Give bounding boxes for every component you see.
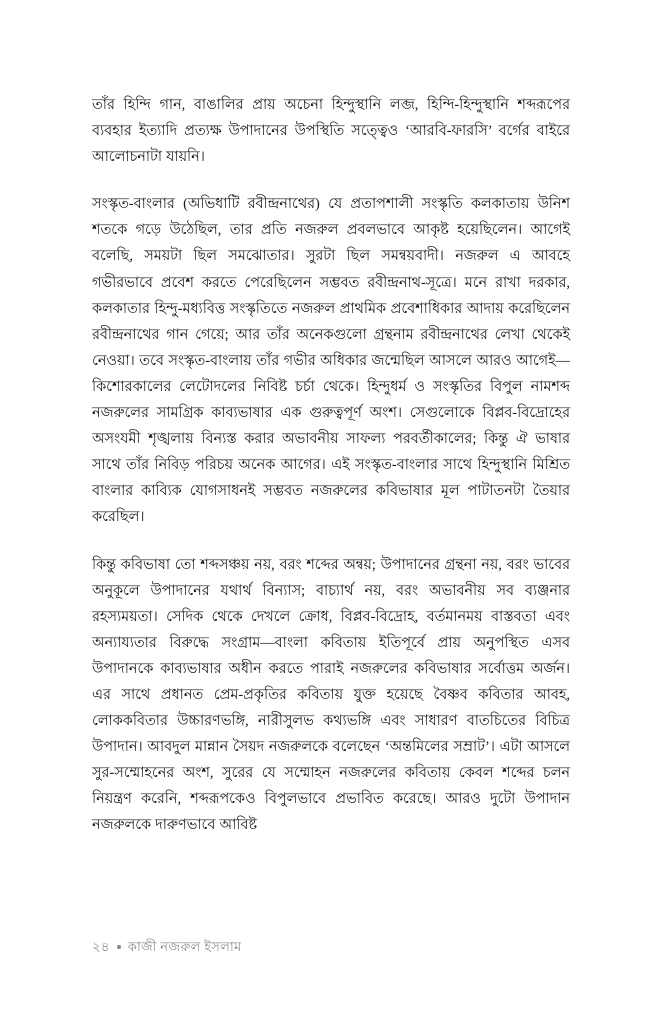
body-text-block — [92, 92, 570, 839]
paragraph: কিন্তু কবিভাষা তো শব্দসঞ্চয় নয়, বরং শব্দের অন্বয়; উপাদানের গ্রন্থনা নয়, বরং ভাবের অনুকূলে উপাদানের যথার্থ বিন্যাস; বাচ্যার্থ নয়, বরং অভাবনীয় সব ব্যঞ্জনার রহস্যময়তা। সেদিক থেকে দেখলে ক্রোধ, বিপ্লব-বিদ্রোহ, বর্তমানময় বাস্তবতা এবং অন্যায্যতার বিরুদ্ধে সংগ্রাম—বাংলা কবিতায় ইতিপূর্বে প্রায় অনুপস্থিত এসব উপাদানকে কাব্যভাষার অধীন করতে পারাই নজরুলের কবিভাষার সর্বোত্তম অর্জন। এর সাথে প্রধানত প্রেম-প্রকৃতির কবিতায় যুক্ত হয়েছে বৈষ্ণব কবিতার আবহ, লোককবিতার উচ্চারণভঙ্গি, নারীসুলভ কথ্যভঙ্গি এবং সাধারণ বাতচিতের বিচিত্র উপাদান। আবদুল মান্নান সৈয়দ নজরুলকে বলেছেন ‘অন্তমিলের সম্রাট’। এটা আসলে সুর-সম্মোহনের অংশ, সুরের যে সম্মোহন নজরুলের কবিতায় কেবল শব্দের চলন নিয়ন্ত্রণ করেনি, শব্দরূপকেও বিপুলভাবে প্রভাবিত করেছে। আরও দুটো উপাদান নজরুলকে দারুণভাবে আবিষ্ট — [92, 556, 570, 834]
bullet-separator-icon — [117, 945, 121, 949]
page-footer — [92, 938, 242, 956]
page-number: ২৪ — [92, 939, 110, 954]
paragraph: তাঁর হিন্দি গান, বাঙালির প্রায় অচেনা হিন্দুস্থানি লব্জ, হিন্দি-হিন্দুস্থানি শব্দরূপের ব্যবহার ইত্যাদি প্রত্যক্ষ উপাদানের উপস্থিতি সত্ত্বেও ‘আরবি-ফারসি’ বর্গের বাইরে আলোচনাটা যায়নি। — [92, 97, 570, 166]
paragraph: সংস্কৃত-বাংলার (অভিধাটি রবীন্দ্রনাথের) যে প্রতাপশালী সংস্কৃতি কলকাতায় উনিশ শতকে গড়ে উঠেছিল, তার প্রতি নজরুল প্রবলভাবে আকৃষ্ট হয়েছিলেন। আগেই বলেছি, সময়টা ছিল সমঝোতার। সুরটা ছিল সমন্বয়বাদী। নজরুল এ আবহে গভীরভাবে প্রবেশ করতে পেরেছিলেন সম্ভবত রবীন্দ্রনাথ-সূত্রে। মনে রাখা দরকার, কলকাতার হিন্দু-মধ্যবিত্ত সংস্কৃতিতে নজরুল প্রাথমিক প্রবেশাধিকার আদায় করেছিলেন রবীন্দ্রনাথের গান গেয়ে; আর তাঁর অনেকগুলো গ্রন্থনাম রবীন্দ্রনাথের লেখা থেকেই নেওয়া। তবে সংস্কৃত-বাংলায় তাঁর গভীর অধিকার জন্মেছিল আসলে আরও আগেই—কিশোরকালের লেটোদলের নিবিষ্ট চর্চা থেকে। হিন্দুধর্ম ও সংস্কৃতির বিপুল নামশব্দ নজরুলের সামগ্রিক কাব্যভাষার এক গুরুত্বপূর্ণ অংশ। সেগুলোকে বিপ্লব-বিদ্রোহের অসংযমী শৃঙ্খলায় বিন্যস্ত করার অভাবনীয় সাফল্য পরবর্তীকালের; কিন্তু ঐ ভাষার সাথে তাঁর নিবিড় পরিচয় অনেক আগের। এই সংস্কৃত-বাংলার সাথে হিন্দুস্থানি মিশ্রিত বাংলার কাব্যিক যোগসাধনই সম্ভবত নজরুলের কবিভাষার মূল পাটাতনটা তৈয়ার করেছিল। — [92, 196, 570, 526]
running-title: কাজী নজরুল ইসলাম — [127, 939, 242, 954]
